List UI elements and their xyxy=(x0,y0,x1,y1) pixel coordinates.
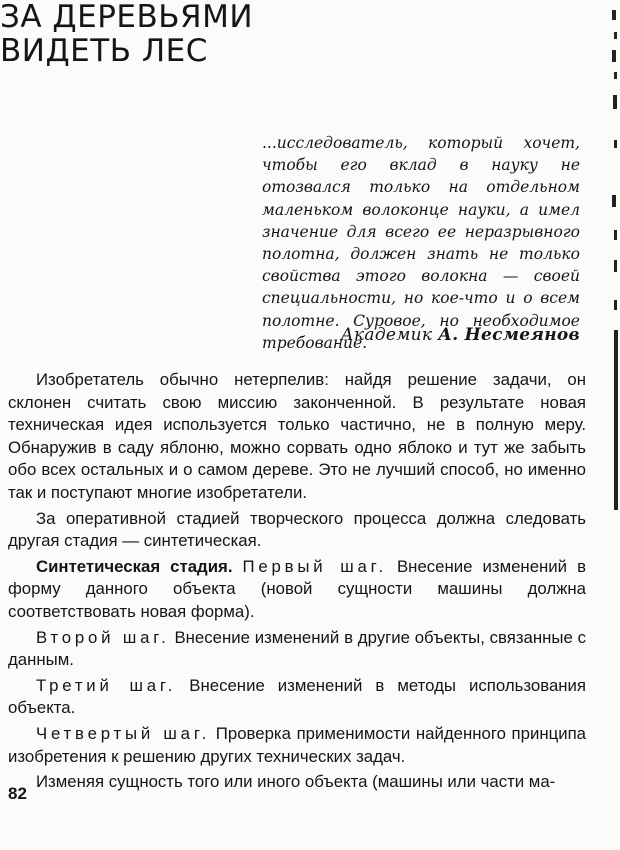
chapter-title xyxy=(0,0,253,68)
epigraph-text: ...исследователь, который хочет, чтобы его вклад в науку не отозвался только на отдельном маленьком волоконце науки, а имел значение для всего ее неразрывного полотна, должен знать не только свойства этого волокна — своей специальности, но кое-что и о всем полотне. Суровое, но необходимое требование. xyxy=(262,134,580,352)
body-text xyxy=(8,369,586,794)
epigraph xyxy=(262,132,580,354)
epigraph-attribution xyxy=(341,325,580,345)
step-3-label: Третий шаг. xyxy=(36,675,177,695)
paragraph-5 xyxy=(8,675,586,720)
paragraph-1: Изобретатель обычно нетерпелив: найдя решение задачи, он склонен считать свою миссию законченной. В результате новая техническая идея используется только частично, не в полную меру. Обнаружив в саду яблоню, можно сорвать одно яблоко и тут же забыть обо всех остальных и о самом дереве. Это не лучший способ, но именно так и поступают многие изобретатели. xyxy=(8,370,586,502)
paragraph-7: Изменяя сущность того или иного объекта (машины или части ма- xyxy=(36,772,556,792)
paragraph-3 xyxy=(8,556,586,624)
paragraph-6 xyxy=(8,723,586,768)
step-1-label: Первый шаг. xyxy=(242,556,387,576)
step-2-text: Внесение изменений в другие объекты, связанные с данным. xyxy=(8,627,586,670)
epigraph-author-name: А. Несмеянов xyxy=(438,325,580,345)
paragraph-4 xyxy=(8,627,586,672)
chapter-title-line-1: ЗА ДЕРЕВЬЯМИ xyxy=(0,0,254,35)
step-3-text: Внесение изменений в методы использования объекта. xyxy=(8,675,587,718)
step-1-text: Внесение изменений в форму данного объекта (новой сущности машины должна соответствовать новая форма). xyxy=(8,556,586,621)
paragraph-2: За оперативной стадией творческого процесса должна следовать другая стадия — синтетическая. xyxy=(8,508,586,551)
step-2-label: Второй шаг. xyxy=(36,627,170,647)
epigraph-author-title: Академик xyxy=(340,325,433,345)
scan-edge-marks xyxy=(606,0,620,850)
page-number: 82 xyxy=(8,784,27,803)
step-4-text: Проверка применимости найденного принципа изобретения к решению других технических задач. xyxy=(8,723,586,766)
chapter-title-line-2: ВИДЕТЬ ЛЕС xyxy=(0,33,208,69)
step-4-label: Четвертый шаг. xyxy=(36,723,211,743)
stage-heading: Синтетическая стадия. xyxy=(36,556,233,576)
